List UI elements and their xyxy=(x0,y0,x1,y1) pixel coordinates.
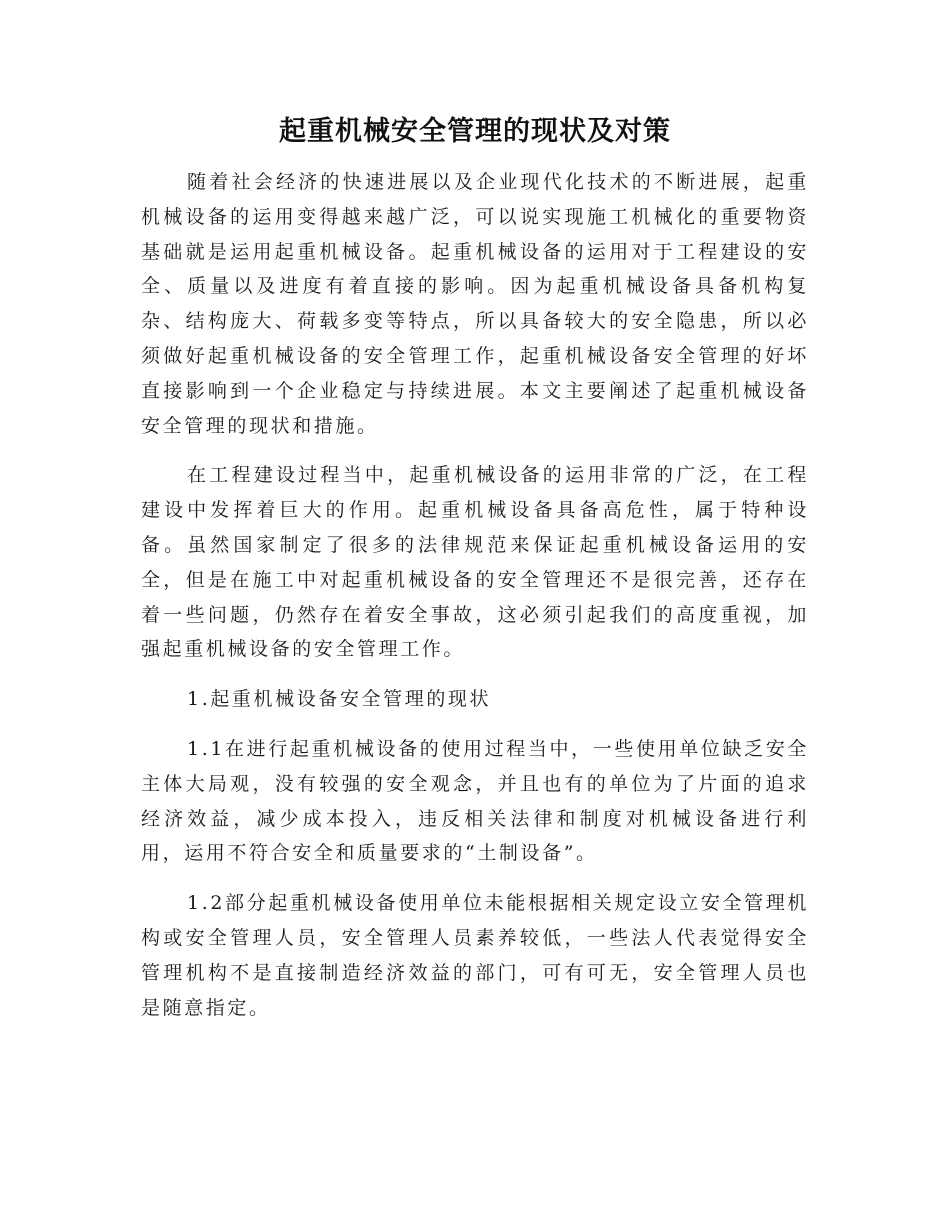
intro-paragraph: 随着社会经济的快速进展以及企业现代化技术的不断进展，起重机械设备的运用变得越来越广泛，可以说实现施工机械化的重要物资基础就是运用起重机械设备。起重机械设备的运用对于工程建设的安全、质量以及进度有着直接的影响。因为起重机械设备具备机构复杂、结构庞大、荷载多变等特点，所以具备较大的安全隐患，所以必须做好起重机械设备的安全管理工作，起重机械设备安全管理的好坏直接影响到一个企业稳定与持续进展。本文主要阐述了起重机械设备安全管理的现状和措施。 xyxy=(141,171,809,437)
section-heading: 1.起重机械设备安全管理的现状 xyxy=(187,688,492,711)
section-item-1-2: 1.2部分起重机械设备使用单位未能根据相关规定设立安全管理机构或安全管理人员，安全管理人员素养较低，一些法人代表觉得安全管理机构不是直接制造经济效益的部门，可有可无，安全管理人员也是随意指定。 xyxy=(141,892,809,1019)
document-title: 起重机械安全管理的现状及对策 xyxy=(279,116,671,147)
section-item-1-1: 1.1在进行起重机械设备的使用过程当中，一些使用单位缺乏安全主体大局观，没有较强的安全观念，并且也有的单位为了片面的追求经济效益，减少成本投入，违反相关法律和制度对机械设备进行利用，运用不符合安全和质量要求的“土制设备”。 xyxy=(141,737,809,865)
document-body xyxy=(141,165,809,1040)
background-paragraph: 在工程建设过程当中，起重机械设备的运用非常的广泛，在工程建设中发挥着巨大的作用。起重机械设备具备高危性，属于特种设备。虽然国家制定了很多的法律规范来保证起重机械设备运用的安全，但是在施工中对起重机械设备的安全管理还不是很完善，还存在着一些问题，仍然存在着安全事故，这必须引起我们的高度重视，加强起重机械设备的安全管理工作。 xyxy=(141,464,809,661)
